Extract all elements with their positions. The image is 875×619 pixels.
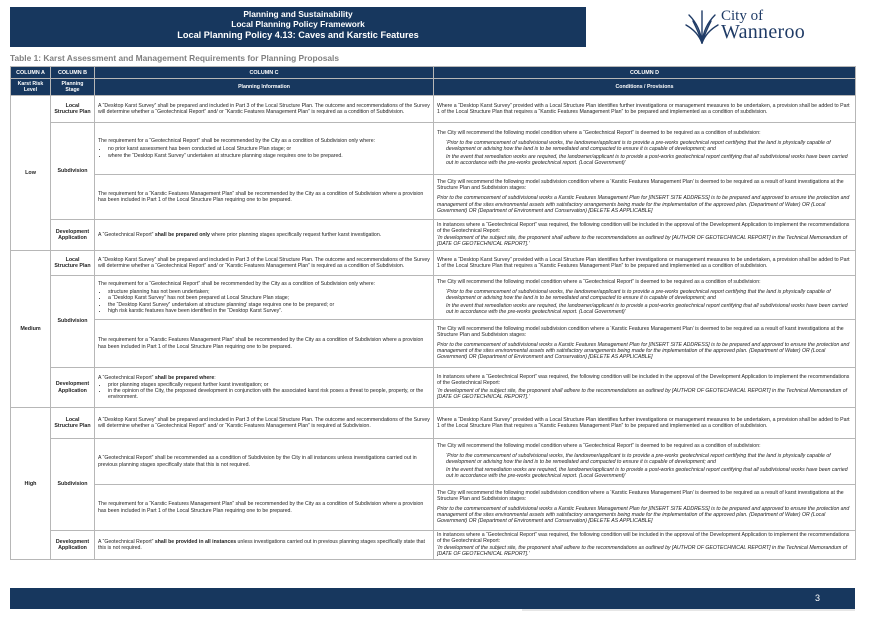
footer-rule	[522, 609, 855, 611]
stage-subdivision: Subdivision	[51, 439, 95, 531]
planning-info-cell: A “Desktop Karst Survey” shall be prepared and included in Part 3 of the Local Structure Plan. The outcome and recommendations of the Survey will determine whether a “Geotechnical Report” and/ or “Karstic Features Management Plan” is required at Subdivision.	[95, 408, 434, 439]
text-run-bold: shall be prepared only	[154, 231, 210, 238]
stage-development-application: Development Application	[51, 368, 95, 408]
footer-page-block	[522, 588, 855, 609]
header-policy-title: Local Planning Policy 4.13: Caves and Karstic Features	[177, 30, 419, 40]
list-item: • a “Desktop Karst Survey” has not been prepared at Local Structure Plan stage;	[108, 295, 430, 301]
condition-cell: Where a “Desktop Karst Survey” provided with a Local Structure Plan identifies further investigations or management measures to be undertaken, a provision shall be added to Part 1 of the Local Structure Plan that requires a “Karstic Features Management Plan” to be prepared and implemented as a condition of subdivision.	[434, 408, 856, 439]
wetland-plant-logo-icon	[685, 9, 719, 45]
da-requirement-intro	[98, 375, 430, 381]
planning-stage-header: Planning Stage	[51, 79, 95, 96]
planning-information-header: Planning Information	[95, 79, 434, 96]
column-letter-row	[11, 67, 856, 79]
da-condition-intro: In instances where a “Geotechnical Report” was required, the following condition will be included in the approval of the Development Application to implement the recommendations of the Geotechnical Report:	[437, 532, 850, 545]
kfmp-condition-intro: The City will recommend the following model subdivision condition where a ‘Karstic Features Management Plan’ is deemed to be required as a result of karst investigations at the Structure Plan and Subdivision stages:	[437, 325, 844, 338]
planning-info-cell: A “Geotechnical Report” shall be recommended as a condition of Subdivision by the City in all instances unless investigations carried out in previous planning stages specifically state that this is not required.	[95, 439, 434, 485]
table-row	[11, 96, 856, 123]
da-condition-clause: ‘In development of the subject site, the proponent shall adhere to the recommendations as outlined by [AUTHOR OF GEOTECHNICAL REPORT] in the Technical Memorandum of [DATE OF GEOTECHNICAL REPORT].’	[437, 235, 848, 248]
table-row	[11, 368, 856, 408]
kfmp-condition-clause: Prior to the commencement of subdivisional works a Karstic Features Management Plan for [INSERT SITE ADDRESS] is to be prepared and approved to ensure the protection and management of the sites environmental assets with satisfactory arrangements being made for the implementation of the approved plan. (Department of Water) OR (Local Government) OR (Department of Environment and Conservation) [DELETE AS APPLICABLE]	[437, 195, 850, 214]
condition-cell	[434, 368, 856, 408]
page-number: 3	[815, 593, 821, 603]
planning-info-cell: The requirement for a “Karstic Features Management Plan” shall be recommended by the City as a condition of Subdivision where a provision has been included in Part 1 of the Local Structure Plan requiring one to be prepared.	[95, 175, 434, 220]
stage-local-structure-plan: Local Structure Plan	[51, 96, 95, 123]
planning-info-cell: The requirement for a “Karstic Features Management Plan” shall be recommended by the City as a condition of Subdivision where a provision has been included in Part 1 of the Local Structure Plan requiring one to be prepared.	[95, 320, 434, 368]
conditions-provisions-header: Conditions / Provisions	[434, 79, 856, 96]
condition-cell	[434, 123, 856, 175]
condition-cell: Where a “Desktop Karst Survey” provided with a Local Structure Plan identifies further investigations or management measures to be undertaken, a provision shall be added to Part 1 of the Local Structure Plan that requires a “Karstic Features Management Plan” to be prepared and implemented as a condition of subdivision.	[434, 96, 856, 123]
table-row	[11, 276, 856, 320]
geotech-condition-clause: ‘Prior to the commencement of subdivisional works, the landowner/applicant is to provide a pre-works geotechnical report certifying that the land is physically capable of development or advising how the land is to be remediated and compacted to ensure it is capable of development; and	[446, 140, 831, 153]
stage-subdivision: Subdivision	[51, 123, 95, 220]
column-b-header: COLUMN B	[51, 67, 95, 79]
geotech-condition-clause: ‘Prior to the commencement of subdivisional works, the landowner/applicant is to provide a pre-works geotechnical report certifying that the land is physically capable of development or advising how the land is to be remediated and compacted to ensure it is capable of development; and	[446, 453, 831, 466]
header-framework: Local Planning Policy Framework	[231, 19, 365, 29]
condition-cell: Where a “Desktop Karst Survey” provided with a Local Structure Plan identifies further investigations or management measures to be undertaken, a provision shall be added to Part 1 of the Local Structure Plan that requires a “Karstic Features Management Plan” to be prepared and implemented as a condition of subdivision.	[434, 251, 856, 276]
stage-development-application: Development Application	[51, 531, 95, 560]
footer-band	[10, 588, 522, 609]
text-run-bold: shall be provided in all instances	[154, 539, 237, 546]
table-row	[11, 123, 856, 175]
condition-cell	[434, 439, 856, 485]
text-run: :	[214, 374, 216, 381]
kfmp-condition-clause: Prior to the commencement of subdivisional works a Karstic Features Management Plan for [INSERT SITE ADDRESS] is to be prepared and approved to ensure the protection and management of the sites environmental assets with satisfactory arrangements being made for the implementation of the approved plan. (Department of Water) OR (Local Government) OR (Department of Environment and Conservation) [DELETE AS APPLICABLE]	[437, 341, 850, 361]
geotech-conditions-list	[98, 146, 430, 158]
kfmp-condition-intro: The City will recommend the following model subdivision condition where a ‘Karstic Features Management Plan’ is deemed to be required as a result of karst investigations at the Structure Plan and Subdivision stages:	[437, 489, 844, 502]
da-conditions-list	[98, 382, 430, 400]
condition-cell	[434, 220, 856, 251]
geotech-condition-clause: In the event that remediation works are required, the landowner/applicant is to provide a post-works geotechnical report certifying that all subdivisional works have been carried out in accordance with the pre-works geotechnical report. (Local Government)’	[446, 302, 848, 315]
planning-info-cell: A “Desktop Karst Survey” shall be prepared and included in Part 3 of the Local Structure Plan. The outcome and recommendations of the Survey will determine whether a “Geotechnical Report” and/ or “Karstic Features Management Plan” is required as a condition of Subdivision.	[95, 251, 434, 276]
table-row	[11, 320, 856, 368]
table-row	[11, 531, 856, 560]
planning-info-cell	[95, 220, 434, 251]
geotech-condition-intro: The City will recommend the following model condition where a “Geotechnical Report” is deemed to be required as a condition of subdivision:	[437, 443, 761, 450]
list-item: • the “Desktop Karst Survey” undertaken at structure planning’ stage requires one to be prepared; or	[108, 302, 430, 308]
text-run: A “Geotechnical Report”	[98, 374, 155, 381]
karst-risk-level-header: Karst Risk Level	[11, 79, 51, 96]
condition-cell	[434, 485, 856, 531]
text-run: A “Geotechnical Report”	[98, 231, 155, 238]
stage-subdivision: Subdivision	[51, 276, 95, 368]
risk-level-medium: Medium	[11, 251, 51, 408]
list-item: • prior planning stages specifically request further karst investigation; or	[108, 382, 430, 388]
planning-info-cell	[95, 368, 434, 408]
da-condition-intro: In instances where a “Geotechnical Report” was required, the following condition will be included in the approval of the Development Application to implement the recommendations of the Geotechnical Report:	[437, 374, 850, 387]
list-item: • no prior karst assessment has been conducted at Local Structure Plan stage; or	[108, 146, 430, 152]
table-row	[11, 175, 856, 220]
geotech-condition-intro: The City will recommend the following model condition where a “Geotechnical Report” is deemed to be required as a condition of subdivision:	[437, 130, 761, 137]
geotech-condition-clause: In the event that remediation works are required, the landowner/applicant is to provide a post-works geotechnical report certifying that all subdivisional works have been carried out in accordance with the pre-works geotechnical report. (Local Government)’	[446, 466, 848, 479]
table-row	[11, 439, 856, 485]
text-run: unless investigations carried out in previous planning stages specifically state that this is not required.	[98, 539, 425, 552]
da-condition-intro: In instances where a “Geotechnical Report” was required, the following condition will be included in the approval of the Development Application to implement the recommendations of the Geotechnical Report:	[437, 221, 850, 234]
da-condition-clause: ‘In development of the subject site, the proponent shall adhere to the recommendations as outlined by [AUTHOR OF GEOTECHNICAL REPORT] in the Technical Memorandum of [DATE OF GEOTECHNICAL REPORT].’	[437, 545, 848, 558]
condition-cell	[434, 276, 856, 320]
geotech-conditions-list	[98, 289, 430, 313]
da-condition-clause: ‘In development of the subject site, the proponent shall adhere to the recommendations as outlined by [AUTHOR OF GEOTECHNICAL REPORT] in the Technical Memorandum of [DATE OF GEOTECHNICAL REPORT].’	[437, 387, 848, 400]
condition-cell	[434, 320, 856, 368]
list-item: • high risk karstic features have been identified in the “Desktop Karst Survey”.	[108, 308, 430, 314]
text-run: A “Geotechnical Report”	[98, 539, 155, 546]
kfmp-condition-intro: The City will recommend the following model subdivision condition where a ‘Karstic Features Management Plan’ is deemed to be required as a result of karst investigations at the Structure Plan and Subdivision stages:	[437, 179, 844, 192]
list-item: • where the “Desktop Karst Survey” undertaken at structure planning stage requires one to be prepared.	[108, 153, 430, 159]
list-item: • structure planning has not been undertaken;	[108, 289, 430, 295]
geotech-condition-clause: ‘Prior to the commencement of subdivisional works, the landowner/applicant is to provide a pre-works geotechnical report certifying that the land is physically capable of development or advising how the land is to be remediated and compacted to ensure it is capable of development; and	[446, 289, 831, 302]
planning-info-cell: A “Desktop Karst Survey” shall be prepared and included in Part 3 of the Local Structure Plan. The outcome and recommendations of the Survey will determine whether a “Geotechnical Report” and/ or “Karstic Features Management Plan” is required as a condition of Subdivision.	[95, 96, 434, 123]
planning-info-cell: The requirement for a “Karstic Features Management Plan” shall be recommended by the City as a condition of Subdivision where a provision has been included in Part 1 of the Local Structure Plan requiring one to be prepared.	[95, 485, 434, 531]
geotech-requirement-intro: The requirement for a “Geotechnical Report” shall be recommended by the City as a condition of Subdivision only where:	[98, 138, 376, 145]
table-row	[11, 408, 856, 439]
text-run: where prior planning stages specifically request further karst investigation.	[209, 231, 382, 238]
planning-info-cell	[95, 276, 434, 320]
condition-cell	[434, 175, 856, 220]
column-title-row	[11, 79, 856, 96]
logo-city-of: City of	[721, 8, 764, 24]
geotech-condition-clause: In the event that remediation works are required, the landowner/applicant is to provide a post-works geotechnical report certifying that all subdivisional works have been carried out in accordance with the pre-works geotechnical report. (Local Government)’	[446, 153, 848, 166]
header-department: Planning and Sustainability	[243, 9, 353, 19]
column-d-header: COLUMN D	[434, 67, 856, 79]
stage-local-structure-plan: Local Structure Plan	[51, 408, 95, 439]
karst-requirements-table	[10, 66, 856, 560]
stage-local-structure-plan: Local Structure Plan	[51, 251, 95, 276]
table-row	[11, 220, 856, 251]
column-a-header: COLUMN A	[11, 67, 51, 79]
condition-cell	[434, 531, 856, 560]
planning-info-cell	[95, 531, 434, 560]
table-title: Table 1: Karst Assessment and Management Requirements for Planning Proposals	[10, 53, 340, 63]
stage-development-application: Development Application	[51, 220, 95, 251]
table-row	[11, 485, 856, 531]
text-run-bold: shall be prepared where	[154, 374, 215, 381]
planning-info-cell	[95, 123, 434, 175]
list-item: • in the opinion of the City, the proposed development in conjunction with the associated karst risk poses a threat to people, property, or the environment.	[108, 388, 430, 400]
city-of-wanneroo-logo	[685, 6, 815, 46]
document-header	[10, 9, 586, 41]
geotech-requirement-intro: The requirement for a “Geotechnical Report” shall be recommended by the City as a condition of Subdivision only where:	[98, 281, 376, 288]
kfmp-condition-clause: Prior to the commencement of subdivisional works a Karstic Features Management Plan for [INSERT SITE ADDRESS] is to be prepared and approved to ensure the protection and management of the sites environmental assets with satisfactory arrangements being made for the implementation of the approved plan. (Department of Water) OR (Local Government) OR (Department of Environment and Conservation) [DELETE AS APPLICABLE]	[437, 505, 850, 525]
risk-level-high: High	[11, 408, 51, 560]
column-c-header: COLUMN C	[95, 67, 434, 79]
risk-level-low: Low	[11, 96, 51, 251]
table-row	[11, 251, 856, 276]
logo-wanneroo: Wanneroo	[721, 21, 806, 43]
geotech-condition-intro: The City will recommend the following model condition where a “Geotechnical Report” is deemed to be required as a condition of subdivision:	[437, 279, 761, 286]
